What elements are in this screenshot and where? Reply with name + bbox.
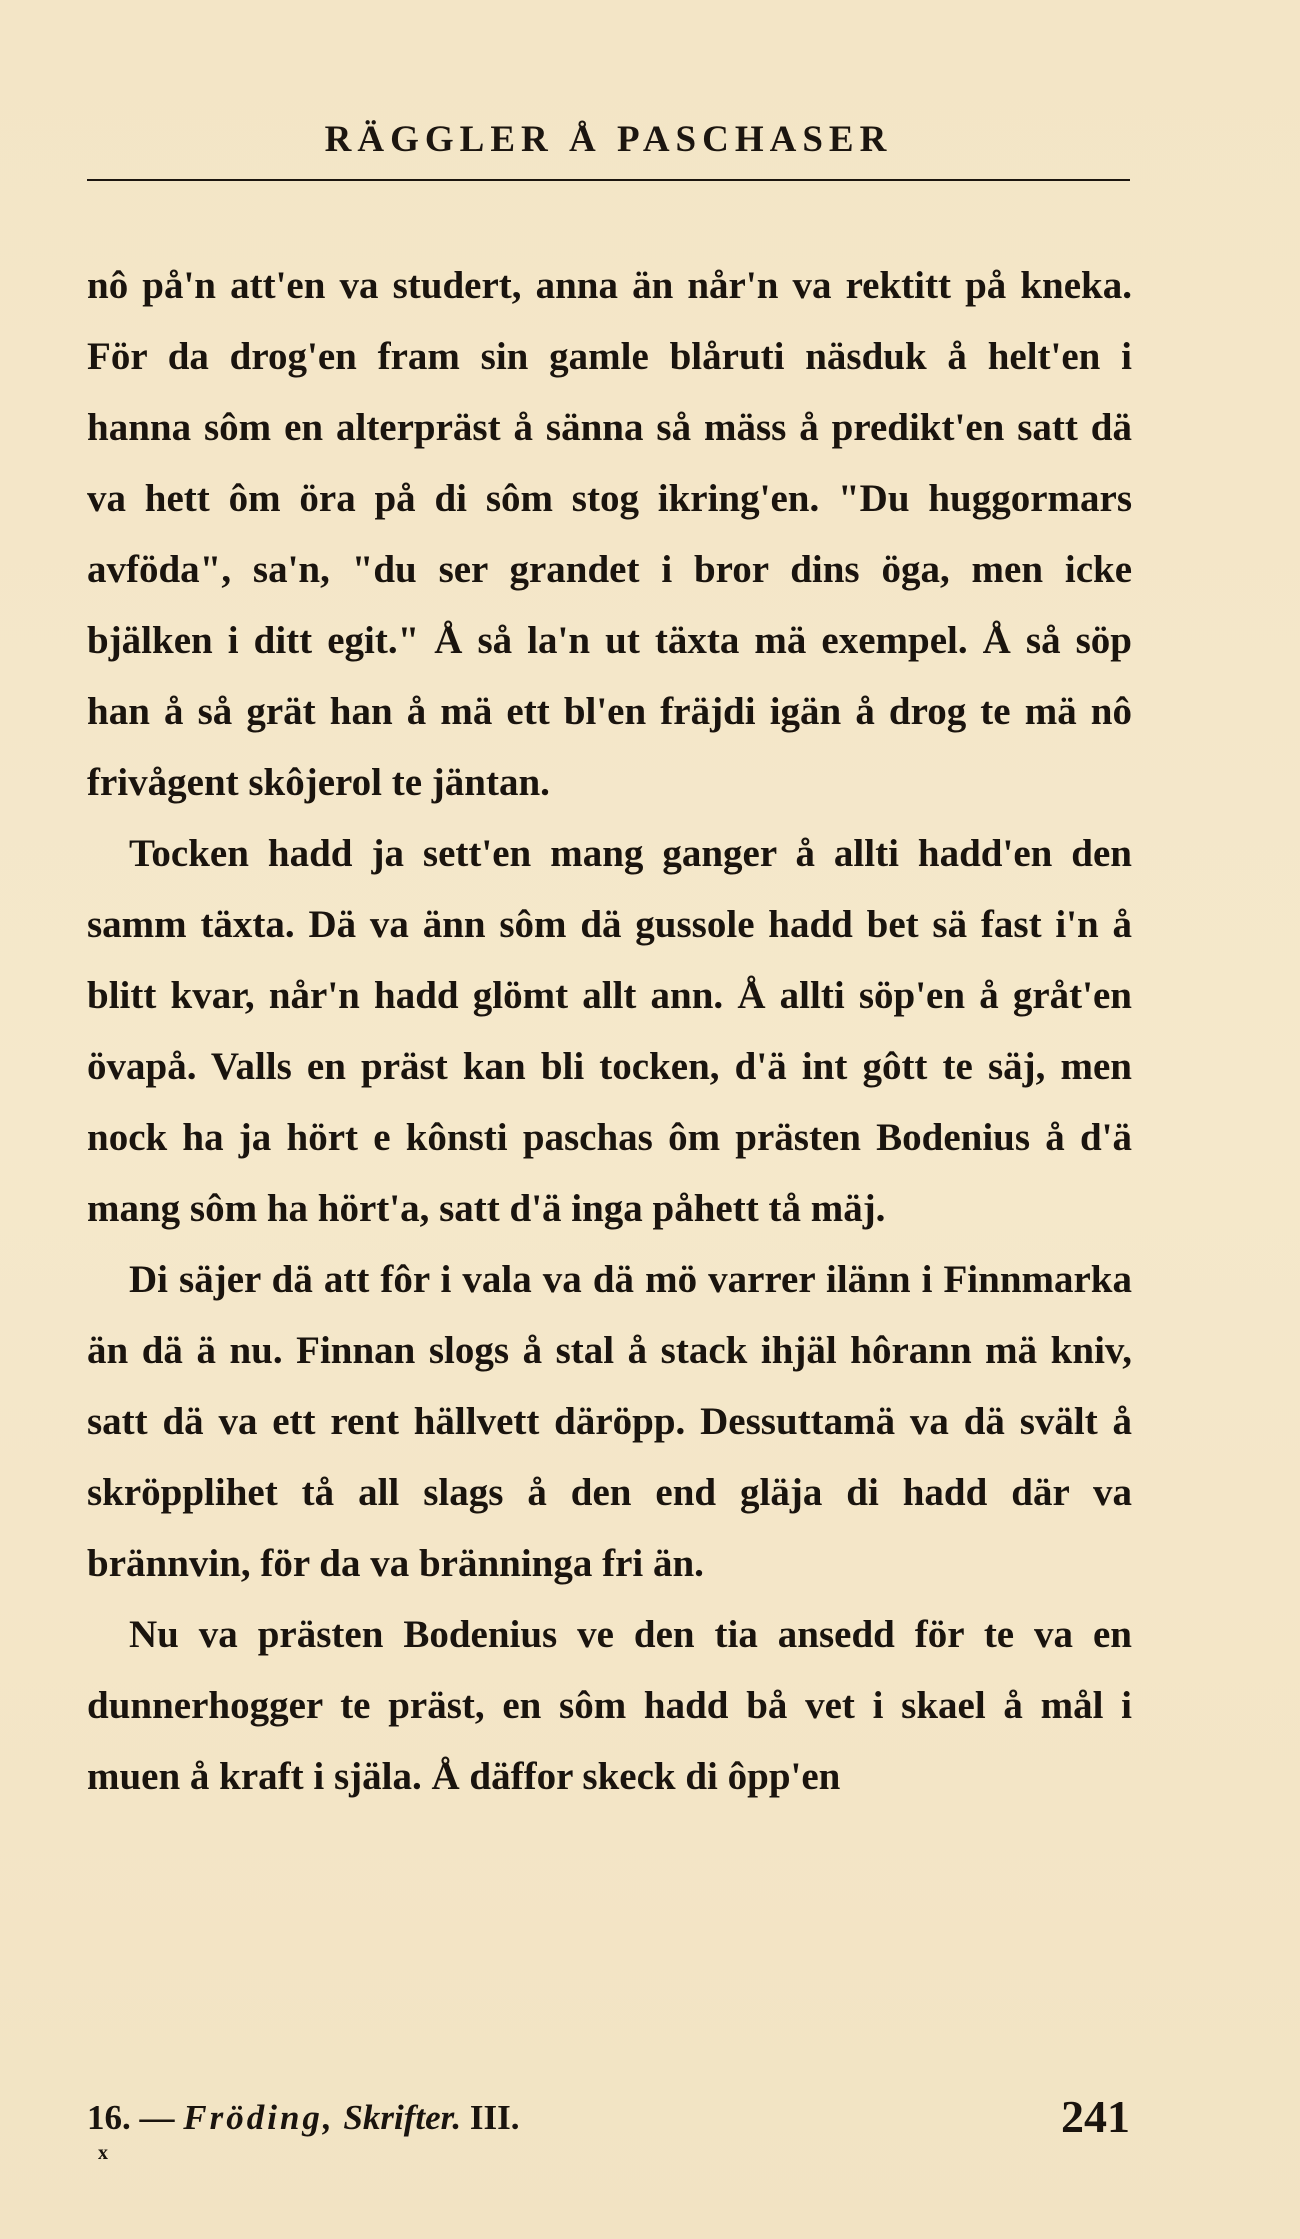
signature-mark: x xyxy=(98,2142,108,2164)
page-number: 241 xyxy=(1061,2091,1130,2142)
paragraph-4: Nu va prästen Bodenius ve den tia ansedd för te va en dunnerhogger te präst, en sôm hadd bå vet i skael å mål i muen å kraft i själa. Å däffor skeck di ôpp'en xyxy=(87,1613,1132,1798)
running-title: RÄGGLER Å PASCHASER xyxy=(324,119,893,160)
paragraph-2: Tocken hadd ja sett'en mang ganger å allti hadd'en den samm täxta. Dä va änn sôm dä gussole hadd bet sä fast i'n å blitt kvar, når'n hadd glömt allt ann. Å allti söp'en å gråt'en övapå. Valls en präst kan bli tocken, d'ä int gôtt te säj, men nock ha ja hört e kônsti paschas ôm prästen Bodenius å d'ä mang sôm ha hört'a, satt d'ä inga påhett tå mäj. xyxy=(87,832,1132,1230)
paragraph-3: Di säjer dä att fôr i vala va dä mö varrer ilänn i Finnmarka än dä ä nu. Finnan slogs å stal å stack ihjäl hôrann mä kniv, satt dä va ett rent hällvett däröpp. Dessuttamä va dä svält å skröpplihet tå all slags å den end gläja di hadd där va brännvin, för da va bränninga fri än. xyxy=(87,1258,1132,1585)
body-text xyxy=(87,250,1132,1812)
header-rule xyxy=(87,179,1130,181)
signature-title: Skrifter. xyxy=(343,2098,462,2137)
printer-signature xyxy=(87,2098,519,2138)
paragraph-1: nô på'n att'en va studert, anna än når'n va rektitt på kneka. För da drog'en fram sin gamle blåruti näsduk å helt'en i hanna sôm en alterpräst å sänna så mäss å predikt'en satt dä va hett ôm öra på di sôm stog ikring'en. "Du huggormars avföda", sa'n, "du ser grandet i bror dins öga, men icke bjälken i ditt egit." Å så la'n ut täxta mä exempel. Å så söp han å så grät han å mä ett bl'en fräjdi igän å drog te mä nô frivågent skôjerol te jäntan. xyxy=(87,264,1132,804)
signature-number: 16. — xyxy=(87,2098,175,2137)
signature-author: Fröding, xyxy=(183,2098,335,2137)
signature-volume: III. xyxy=(469,2098,520,2137)
